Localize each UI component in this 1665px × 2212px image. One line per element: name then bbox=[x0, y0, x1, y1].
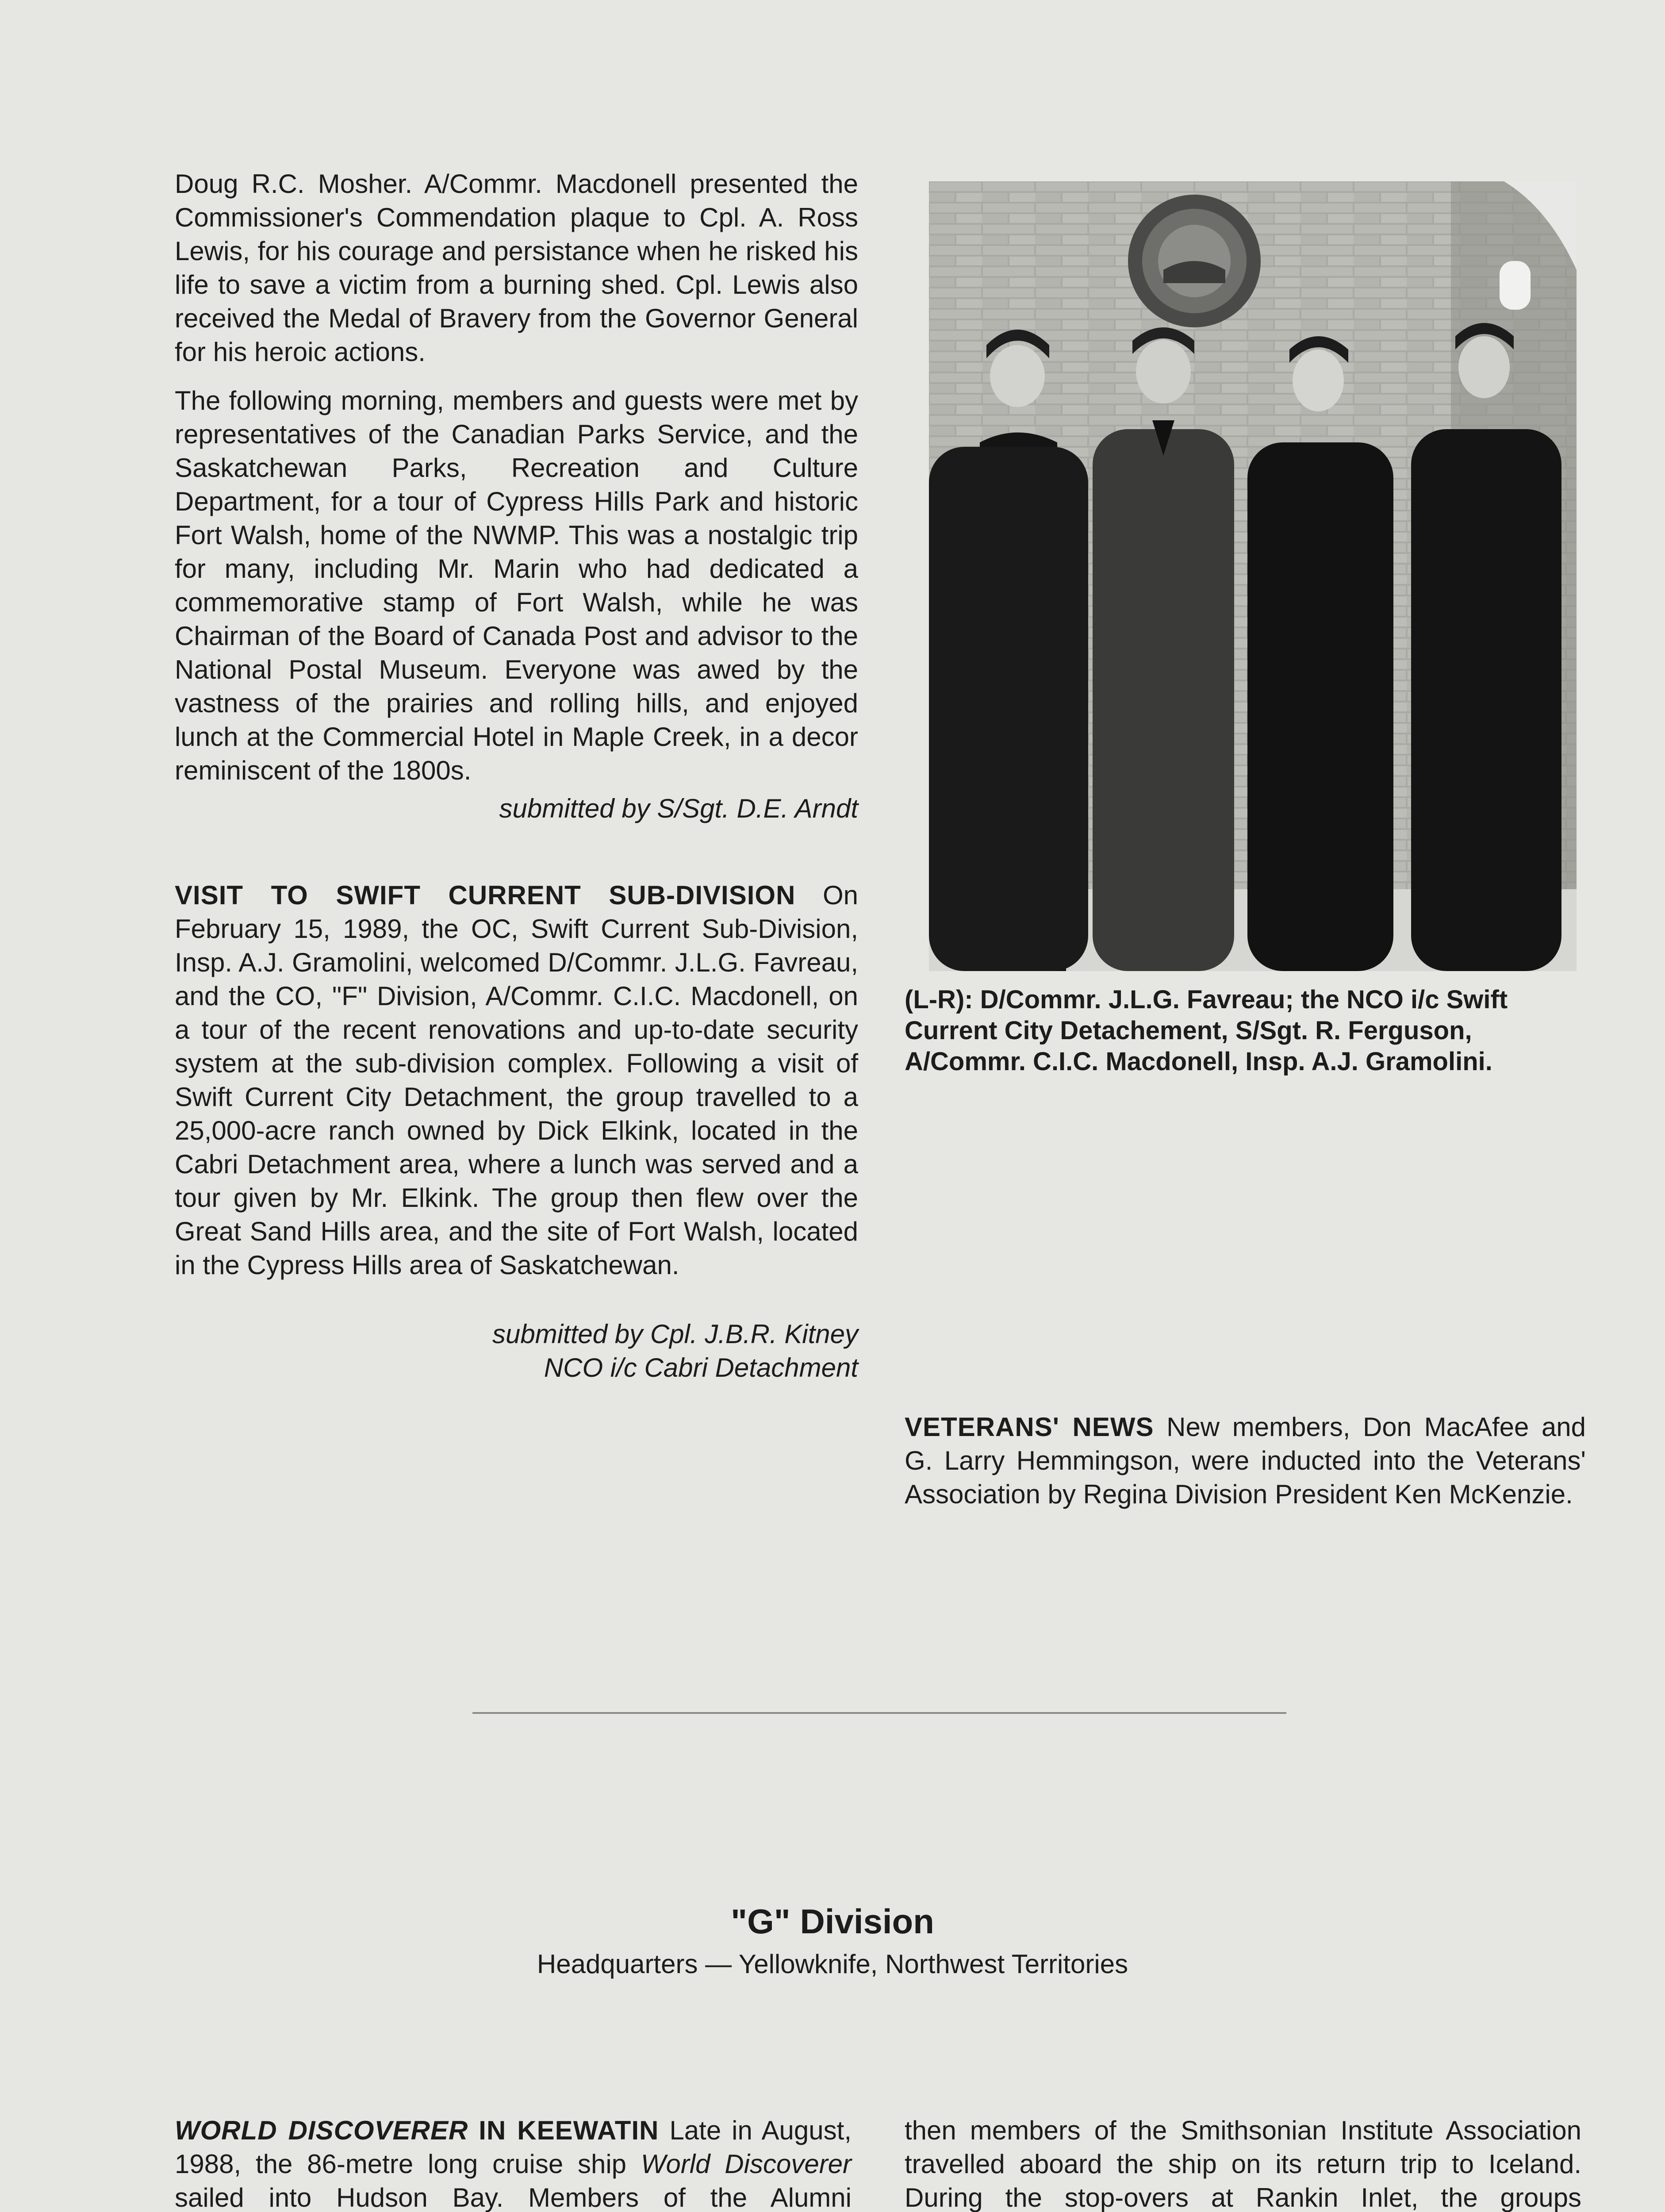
group-photo-illustration bbox=[929, 181, 1577, 971]
left-column bbox=[175, 167, 858, 1385]
paragraph-visit bbox=[175, 879, 858, 1282]
world-discoverer-right bbox=[905, 2114, 1581, 2212]
world-discoverer-continued: then members of the Smithsonian Institute Association travelled aboard the ship on its return trip to Iceland. During the stop-overs at Rankin Inlet, the groups bbox=[905, 2116, 1581, 2212]
paragraph-medal: Doug R.C. Mosher. A/Commr. Macdonell presented the Commissioner's Commendation plaque to Cpl. A. Ross Lewis, for his courage and persistance when he risked his life to save a victim from a burning shed. Cpl. Lewis also received the Medal of Bravery from the Governor General for his heroic actions. bbox=[175, 169, 858, 367]
world-discoverer-paragraph bbox=[175, 2114, 852, 2212]
ship-name: World Discoverer bbox=[641, 2149, 852, 2179]
world-discoverer-left bbox=[175, 2114, 852, 2212]
submitted-by-kitney-title: NCO i/c Cabri Detachment bbox=[544, 1353, 858, 1382]
world-discoverer-text-before: Late in August, 1988, the 86-metre long cruise ship bbox=[175, 2116, 852, 2179]
division-subtitle: Headquarters — Yellowknife, Northwest Territories bbox=[537, 1949, 1128, 1979]
visit-heading: VISIT TO SWIFT CURRENT SUB-DIVISION bbox=[175, 880, 796, 910]
veterans-paragraph bbox=[905, 1410, 1586, 1511]
veterans-news bbox=[905, 1410, 1586, 1526]
world-discoverer-heading-rest: IN KEEWATIN bbox=[479, 2116, 659, 2145]
submitted-by-arndt: submitted by S/Sgt. D.E. Arndt bbox=[499, 794, 858, 823]
photo-caption: (L-R): D/Commr. J.L.G. Favreau; the NCO i/c Swift Current City Detachement, S/Sgt. R. Ferguson, A/Commr. C.I.C. Macdonell, Insp. A.J. Gramolini. bbox=[905, 985, 1508, 1076]
submitted-by-kitney: submitted by Cpl. J.B.R. Kitney bbox=[492, 1319, 858, 1349]
veterans-heading: VETERANS' NEWS bbox=[905, 1412, 1154, 1442]
world-discoverer-text-after: sailed into Hudson Bay. Members of the Alumni bbox=[175, 2183, 852, 2212]
visit-text: On February 15, 1989, the OC, Swift Current Sub-Division, Insp. A.J. Gramolini, welcomed D/Commr. J.L.G. Favreau, and the CO, "F" Division, A/Commr. C.I.C. Macdonell, on a tour of the recent renovations and up-to-date security system at the sub-division complex. Following a visit of Swift Current City Detachment, the group travelled to a 25,000-acre ranch owned by Dick Elkink, located in the Cabri Detachment area, where a lunch was served and a tour given by Mr. Elkink. The group then flew over the Great Sand Hills area, and the site of Fort Walsh, located in the Cypress Hills area of Saskatchewan. bbox=[175, 880, 858, 1280]
city-seal bbox=[1128, 195, 1261, 327]
world-discoverer-heading-italic: WORLD DISCOVERER bbox=[175, 2116, 468, 2145]
section-divider bbox=[472, 1712, 1286, 1714]
veterans-text: New members, Don MacAfee and G. Larry Hemmingson, were inducted into the Veterans' Association by Regina Division President Ken McKenzie. bbox=[905, 1412, 1586, 1509]
paragraph-tour: The following morning, members and guests were met by representatives of the Canadian Parks Service, and the Saskatchewan Parks, Recreation and Culture Department, for a tour of Cypress Hills Park and historic Fort Walsh, home of the NWMP. This was a nostalgic trip for many, including Mr. Marin who had dedicated a commemorative stamp of Fort Walsh, while he was Chairman of the Board of Canada Post and advisor to the National Postal Museum. Everyone was awed by the vastness of the prairies and rolling hills, and enjoyed lunch at the Commercial Hotel in Maple Creek, in a decor reminiscent of the 1800s. bbox=[175, 386, 858, 785]
group-photo bbox=[929, 181, 1577, 971]
division-title: "G" Division bbox=[731, 1902, 934, 1941]
